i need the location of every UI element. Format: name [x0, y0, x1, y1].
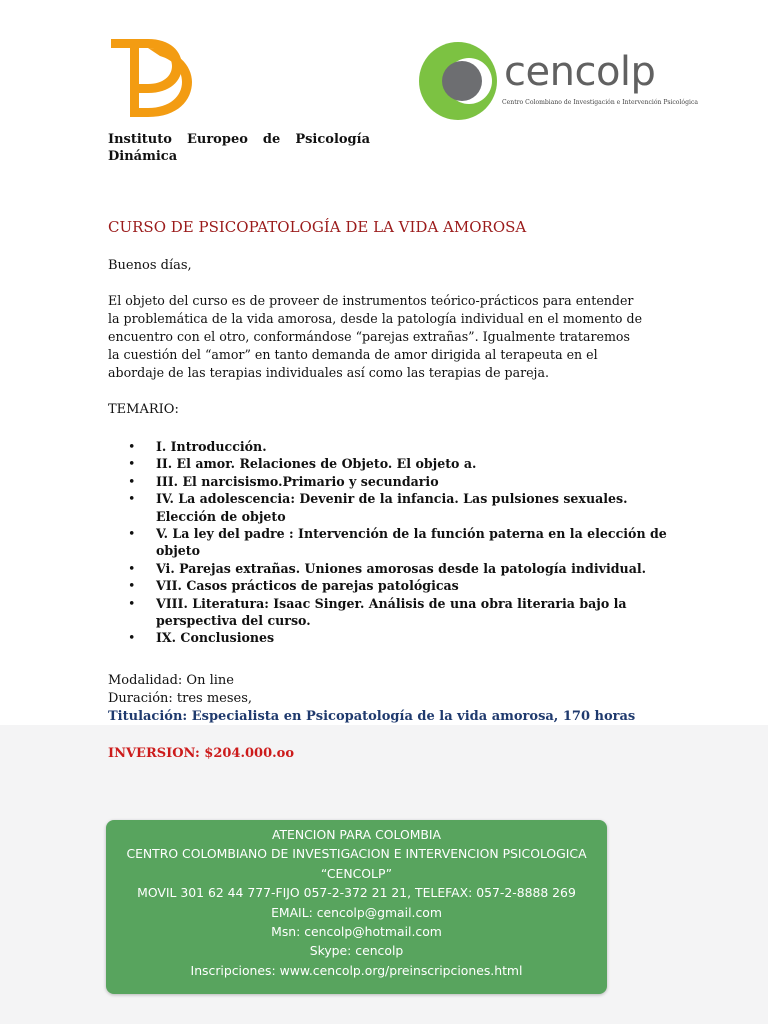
cencolp-tagline: Centro Colombiano de Investigación e Intervención Psicológica [502, 99, 698, 106]
contact-org-name: CENTRO COLOMBIANO DE INVESTIGACION E INTERVENCION PSICOLOGICA [126, 846, 587, 862]
topic-item: • II. El amor. Relaciones de Objeto. El objeto a. [128, 455, 668, 472]
topics-list [128, 438, 668, 647]
description-line: abordaje de las terapias individuales así como las terapias de pareja. [108, 365, 549, 381]
contact-inscripciones-link[interactable]: Inscripciones: www.cencolp.org/preinscripciones.html [190, 962, 523, 978]
institute-name-line2: Dinámica [108, 149, 178, 164]
description-line: la problemática de la vida amorosa, desde la patología individual en el momento de [108, 311, 643, 327]
topic-item: • VIII. Literatura: Isaac Singer. Análisis de una obra literaria bajo la perspectiva del curso. [128, 595, 668, 630]
contact-heading: ATENCION PARA COLOMBIA [271, 827, 442, 842]
cencolp-wordmark: cencolp [504, 49, 656, 95]
topic-item: • III. El narcisismo.Primario y secundario [128, 473, 668, 490]
contact-msn: Msn: cencolp@hotmail.com [271, 923, 442, 939]
topic-item: • IV. La adolescencia: Devenir de la infancia. Las pulsiones sexuales. Elección de objeto [128, 490, 668, 525]
course-description [108, 292, 668, 382]
cencolp-logo [418, 40, 698, 122]
cencolp-circle-icon [418, 40, 502, 122]
description-line: la cuestión del “amor” en tanto demanda de amor dirigida al terapeuta en el [108, 347, 598, 363]
contact-org-acronym: “CENCOLP” [320, 865, 393, 881]
temario-label: TEMARIO: [108, 402, 179, 417]
description-line: El objeto del curso es de proveer de instrumentos teórico-prácticos para entender [108, 293, 634, 308]
contact-email: EMAIL: cencolp@gmail.com [271, 904, 442, 920]
course-title: CURSO DE PSICOPATOLOGÍA DE LA VIDA AMOROSA [108, 218, 527, 236]
contact-box [106, 820, 607, 994]
inversion-price: INVERSION: $204.000.oo [108, 746, 295, 761]
contact-phones: MOVIL 301 62 44 777-FIJO 057-2-372 21 21, TELEFAX: 057-2-8888 269 [137, 885, 576, 901]
topic-item: • IX. Conclusiones [128, 629, 668, 646]
topic-item: • I. Introducción. [128, 438, 668, 455]
titulacion: Titulación: Especialista en Psicopatología de la vida amorosa, 170 horas [108, 709, 636, 724]
topic-item: • V. La ley del padre : Intervención de la función paterna en la elección de objeto [128, 525, 668, 560]
modalidad: Modalidad: On line [108, 673, 234, 688]
greeting: Buenos días, [108, 258, 192, 273]
topic-item: • VII. Casos prácticos de parejas patológicas [128, 577, 668, 594]
institute-name-line1: Instituto Europeo de Psicología [108, 132, 371, 147]
pd-logo [108, 36, 200, 120]
description-line: encuentro con el otro, conformándose “parejas extrañas”. Igualmente trataremos [108, 329, 630, 345]
topic-item: • Vi. Parejas extrañas. Uniones amorosas desde la patología individual. [128, 560, 668, 577]
duracion: Duración: tres meses, [108, 691, 253, 706]
contact-skype: Skype: cencolp [309, 943, 404, 959]
